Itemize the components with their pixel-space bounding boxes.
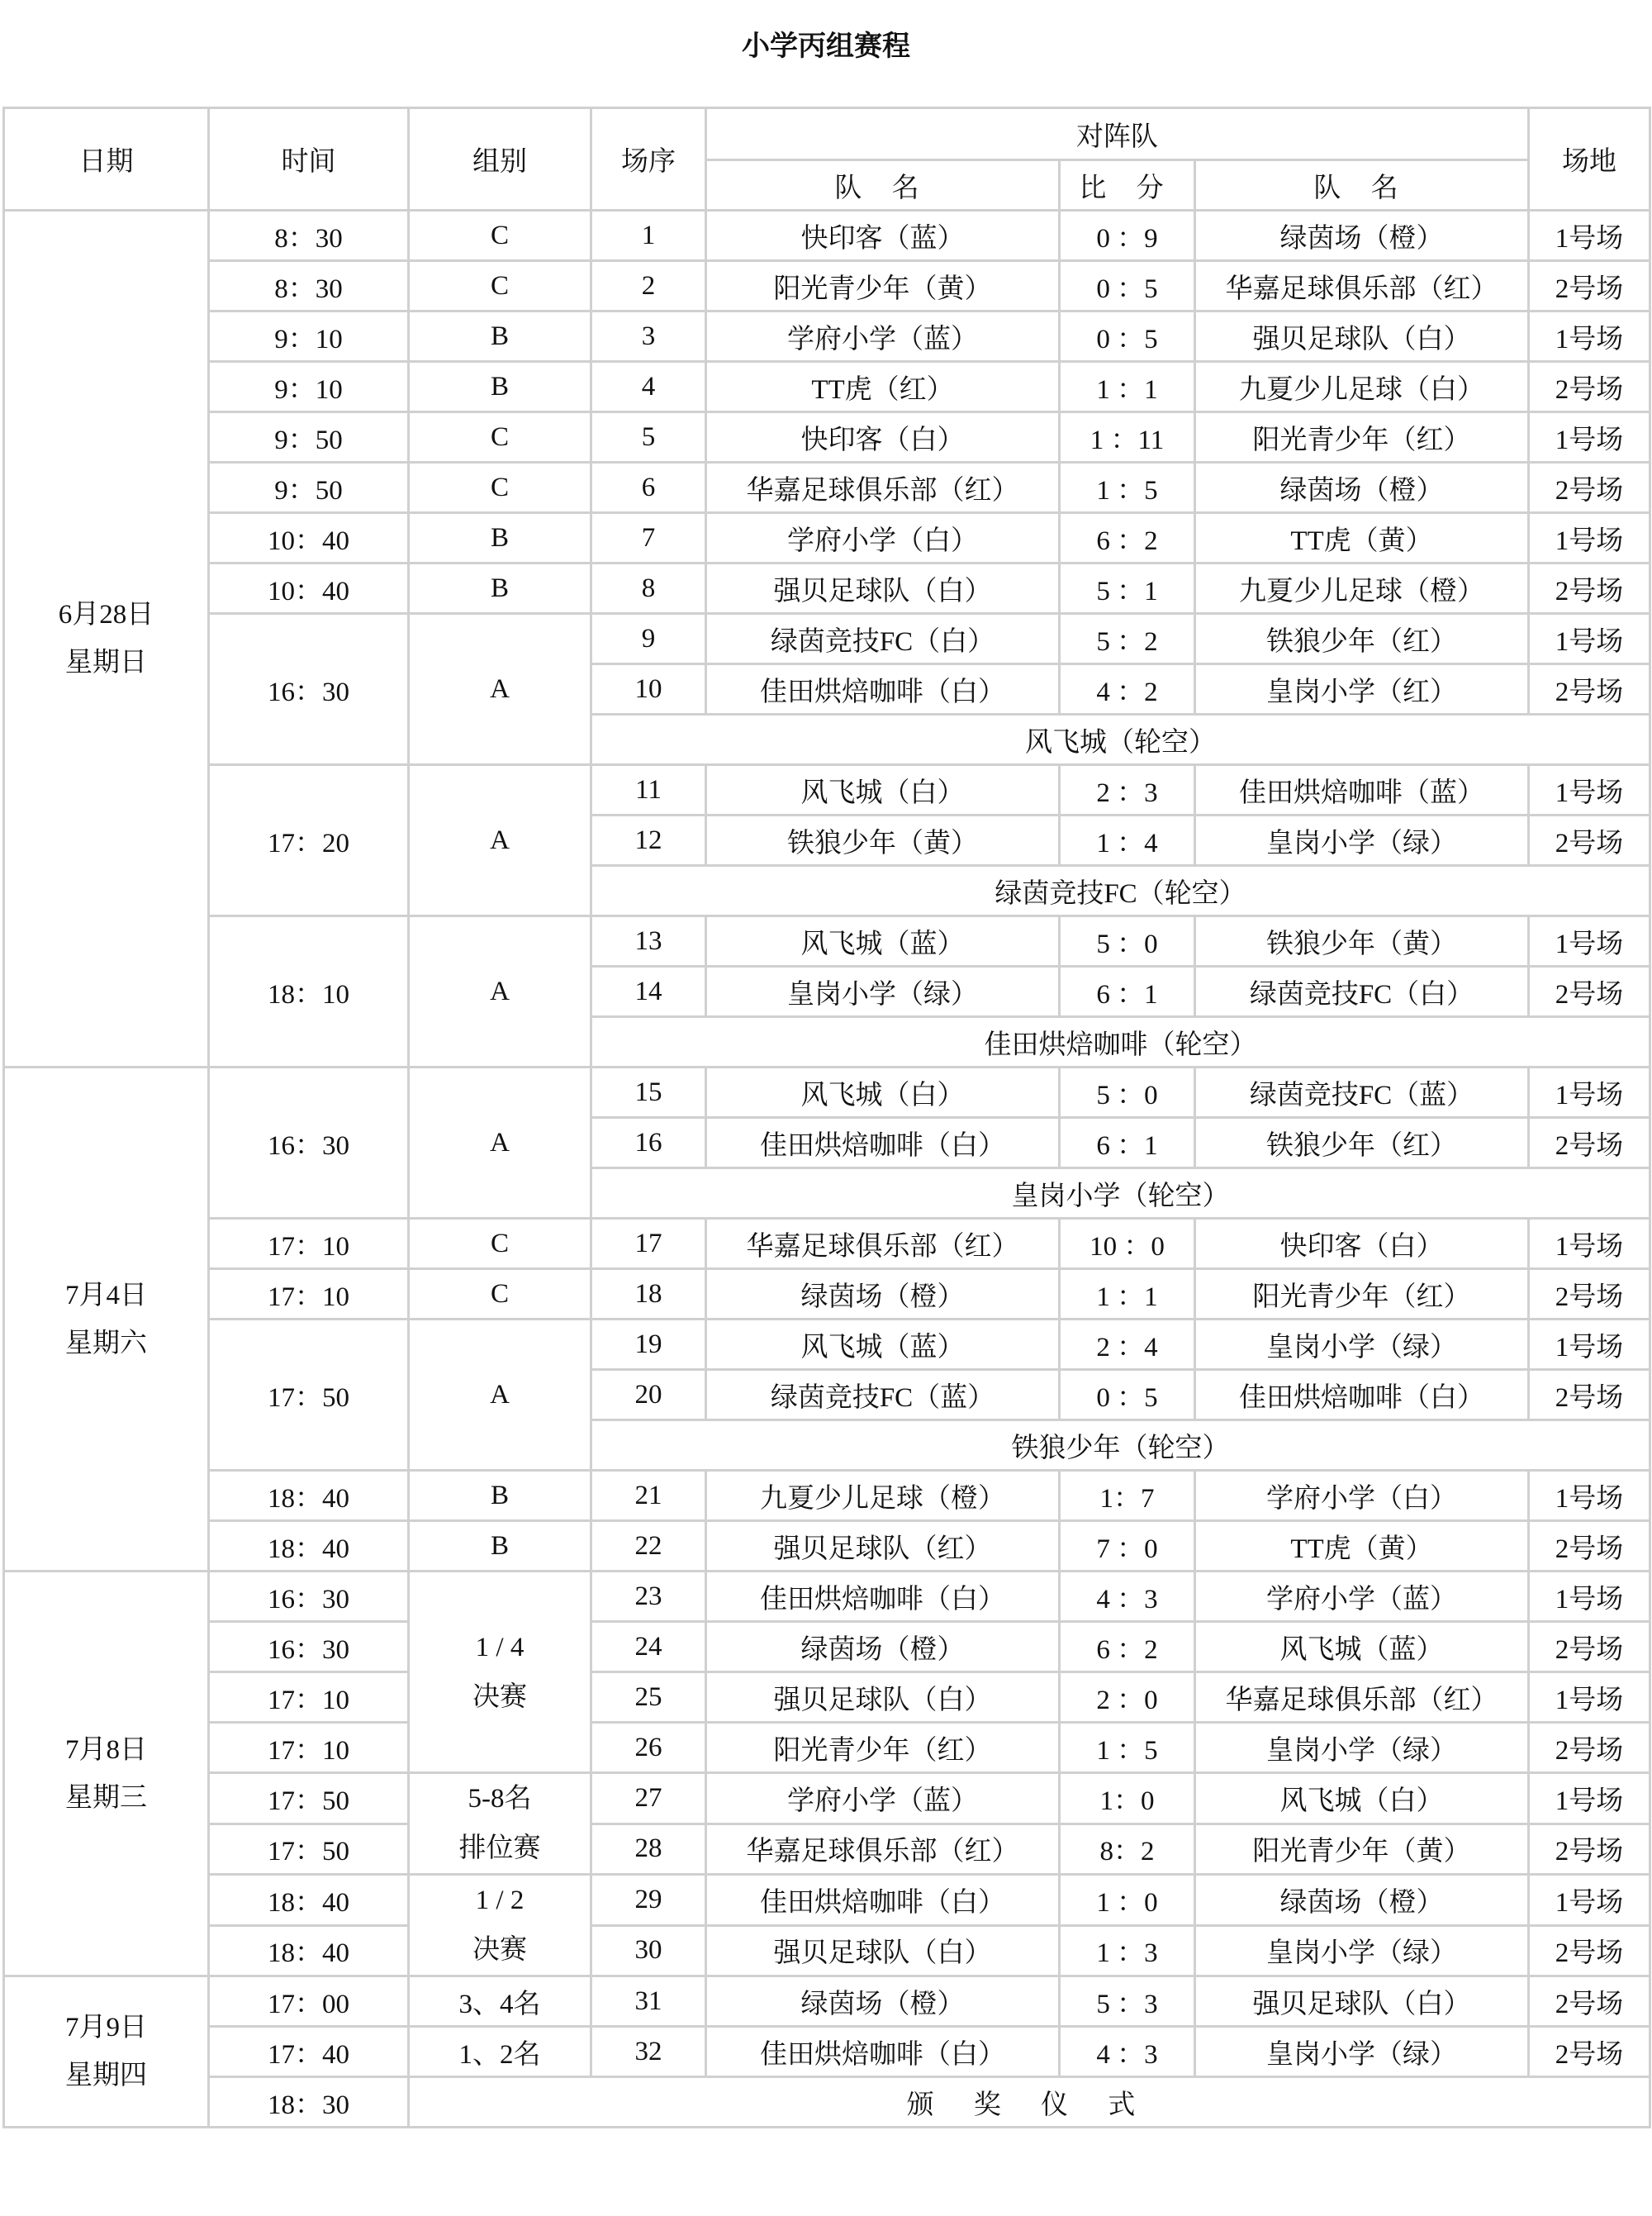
away-team: 铁狼少年（红） bbox=[1195, 1118, 1529, 1168]
match-number: 12 bbox=[591, 816, 706, 866]
home-team: 绿茵场（橙） bbox=[706, 1976, 1060, 2027]
match-number: 18 bbox=[591, 1269, 706, 1320]
match-score: 6 ：2 bbox=[1060, 513, 1195, 564]
away-team: 九夏少儿足球（白） bbox=[1195, 362, 1529, 412]
home-team: 佳田烘焙咖啡（白） bbox=[706, 2027, 1060, 2077]
away-team: 九夏少儿足球（橙） bbox=[1195, 564, 1529, 614]
date-cell bbox=[4, 1572, 209, 1976]
match-row bbox=[4, 1521, 1650, 1572]
match-group: B bbox=[409, 1471, 591, 1521]
match-field: 2号场 bbox=[1529, 1521, 1650, 1572]
header-group: 组别 bbox=[409, 108, 591, 211]
header-row bbox=[4, 108, 1650, 160]
match-number: 20 bbox=[591, 1370, 706, 1420]
match-number: 4 bbox=[591, 362, 706, 412]
match-row bbox=[4, 311, 1650, 362]
match-number: 9 bbox=[591, 614, 706, 664]
header-matchup: 对阵队 bbox=[706, 108, 1529, 160]
match-time: 9：50 bbox=[209, 412, 409, 463]
match-group: C bbox=[409, 261, 591, 311]
match-number: 11 bbox=[591, 765, 706, 816]
home-team: 快印客（白） bbox=[706, 412, 1060, 463]
page-title: 小学丙组赛程 bbox=[742, 30, 910, 63]
match-group: 3、4名 bbox=[409, 1976, 591, 2027]
match-score: 5 ：1 bbox=[1060, 564, 1195, 614]
home-team: 阳光青少年（黄） bbox=[706, 261, 1060, 311]
match-time: 16：30 bbox=[209, 614, 409, 765]
schedule-table bbox=[2, 107, 1651, 2128]
match-row bbox=[4, 564, 1650, 614]
header-field: 场地 bbox=[1529, 108, 1650, 211]
home-team: 风飞城（蓝） bbox=[706, 916, 1060, 967]
match-time: 17：10 bbox=[209, 1269, 409, 1320]
match-field: 2号场 bbox=[1529, 967, 1650, 1017]
match-score: 5 ：3 bbox=[1060, 1976, 1195, 2027]
home-team: 快印客（蓝） bbox=[706, 211, 1060, 261]
match-row bbox=[4, 1219, 1650, 1269]
match-field: 2号场 bbox=[1529, 362, 1650, 412]
match-time: 9：50 bbox=[209, 463, 409, 513]
match-row bbox=[4, 1572, 1650, 1622]
home-team: 绿茵竞技FC（蓝） bbox=[706, 1370, 1060, 1420]
match-score: 1 ：1 bbox=[1060, 1269, 1195, 1320]
match-number: 27 bbox=[591, 1773, 706, 1824]
match-field: 1号场 bbox=[1529, 1773, 1650, 1824]
match-time: 18：10 bbox=[209, 916, 409, 1068]
match-row bbox=[4, 1320, 1650, 1370]
match-group: C bbox=[409, 1269, 591, 1320]
away-team: 铁狼少年（红） bbox=[1195, 614, 1529, 664]
match-group: B bbox=[409, 1521, 591, 1572]
bye-team: 铁狼少年（轮空） bbox=[591, 1420, 1650, 1471]
match-field: 1号场 bbox=[1529, 1219, 1650, 1269]
match-score: 0 ：5 bbox=[1060, 1370, 1195, 1420]
match-row bbox=[4, 1824, 1650, 1875]
match-time: 17：00 bbox=[209, 1976, 409, 2027]
match-field: 2号场 bbox=[1529, 261, 1650, 311]
match-score: 1：0 bbox=[1060, 1773, 1195, 1824]
away-team: 学府小学（白） bbox=[1195, 1471, 1529, 1521]
match-time: 18：40 bbox=[209, 1875, 409, 1926]
home-team: 强贝足球队（红） bbox=[706, 1521, 1060, 1572]
match-group: A bbox=[409, 1320, 591, 1471]
match-group: C bbox=[409, 412, 591, 463]
match-field: 2号场 bbox=[1529, 1976, 1650, 2027]
date-cell bbox=[4, 1068, 209, 1572]
match-row bbox=[4, 916, 1650, 967]
away-team: TT虎（黄） bbox=[1195, 513, 1529, 564]
match-row bbox=[4, 513, 1650, 564]
match-field: 1号场 bbox=[1529, 412, 1650, 463]
match-number: 5 bbox=[591, 412, 706, 463]
match-score: 2 ：3 bbox=[1060, 765, 1195, 816]
away-team: 风飞城（白） bbox=[1195, 1773, 1529, 1824]
match-score: 4 ：3 bbox=[1060, 2027, 1195, 2077]
match-row bbox=[4, 1622, 1650, 1672]
match-score: 1 ：5 bbox=[1060, 1723, 1195, 1773]
away-team: 绿茵场（橙） bbox=[1195, 463, 1529, 513]
match-number: 3 bbox=[591, 311, 706, 362]
away-team: 强贝足球队（白） bbox=[1195, 1976, 1529, 2027]
match-group: B bbox=[409, 564, 591, 614]
match-number: 25 bbox=[591, 1672, 706, 1723]
home-team: 绿茵场（橙） bbox=[706, 1622, 1060, 1672]
stage-line: 决赛 bbox=[472, 1681, 527, 1712]
match-score: 1 ：4 bbox=[1060, 816, 1195, 866]
match-row bbox=[4, 765, 1650, 816]
match-row bbox=[4, 614, 1650, 664]
match-field: 2号场 bbox=[1529, 1118, 1650, 1168]
match-group: C bbox=[409, 211, 591, 261]
match-row bbox=[4, 1068, 1650, 1118]
match-score: 6 ：2 bbox=[1060, 1622, 1195, 1672]
match-field: 1号场 bbox=[1529, 1320, 1650, 1370]
away-team: 阳光青少年（红） bbox=[1195, 412, 1529, 463]
match-field: 1号场 bbox=[1529, 1572, 1650, 1622]
match-number: 21 bbox=[591, 1471, 706, 1521]
match-score: 1 ：3 bbox=[1060, 1925, 1195, 1976]
away-team: 阳光青少年（黄） bbox=[1195, 1824, 1529, 1875]
match-time: 9：10 bbox=[209, 362, 409, 412]
stage-line: 决赛 bbox=[472, 1935, 527, 1965]
match-field: 2号场 bbox=[1529, 664, 1650, 715]
home-team: 佳田烘焙咖啡（白） bbox=[706, 1875, 1060, 1926]
match-time: 9：10 bbox=[209, 311, 409, 362]
stage-line: 5-8名 bbox=[468, 1784, 532, 1814]
match-number: 13 bbox=[591, 916, 706, 967]
match-score: 7 ：0 bbox=[1060, 1521, 1195, 1572]
away-team: 风飞城（蓝） bbox=[1195, 1622, 1529, 1672]
away-team: 佳田烘焙咖啡（白） bbox=[1195, 1370, 1529, 1420]
match-field: 1号场 bbox=[1529, 765, 1650, 816]
away-team: 学府小学（蓝） bbox=[1195, 1572, 1529, 1622]
home-team: 强贝足球队（白） bbox=[706, 1925, 1060, 1976]
away-team: 皇岗小学（绿） bbox=[1195, 1320, 1529, 1370]
weekday-label: 星期日 bbox=[65, 648, 147, 678]
stage-cell bbox=[409, 1572, 591, 1773]
match-number: 19 bbox=[591, 1320, 706, 1370]
date-label: 7月4日 bbox=[65, 1280, 147, 1310]
match-field: 1号场 bbox=[1529, 1672, 1650, 1723]
stage-cell bbox=[409, 1875, 591, 1976]
match-time: 17：50 bbox=[209, 1320, 409, 1471]
match-row bbox=[4, 362, 1650, 412]
away-team: 快印客（白） bbox=[1195, 1219, 1529, 1269]
home-team: 阳光青少年（红） bbox=[706, 1723, 1060, 1773]
match-time: 8：30 bbox=[209, 211, 409, 261]
bye-team: 绿茵竞技FC（轮空） bbox=[591, 866, 1650, 916]
bye-team: 佳田烘焙咖啡（轮空） bbox=[591, 1017, 1650, 1068]
match-number: 16 bbox=[591, 1118, 706, 1168]
away-team: 绿茵竞技FC（白） bbox=[1195, 967, 1529, 1017]
match-field: 1号场 bbox=[1529, 211, 1650, 261]
match-field: 2号场 bbox=[1529, 1925, 1650, 1976]
stage-line: 1 / 4 bbox=[475, 1632, 525, 1662]
header-home-team: 队 名 bbox=[706, 160, 1060, 211]
match-row bbox=[4, 1269, 1650, 1320]
home-team: 皇岗小学（绿） bbox=[706, 967, 1060, 1017]
match-field: 2号场 bbox=[1529, 1370, 1650, 1420]
home-team: 学府小学（蓝） bbox=[706, 1773, 1060, 1824]
match-field: 2号场 bbox=[1529, 816, 1650, 866]
header-away-team: 队 名 bbox=[1195, 160, 1529, 211]
match-time: 17：10 bbox=[209, 1723, 409, 1773]
away-team: 皇岗小学（绿） bbox=[1195, 2027, 1529, 2077]
home-team: 佳田烘焙咖啡（白） bbox=[706, 664, 1060, 715]
match-row bbox=[4, 1672, 1650, 1723]
date-cell bbox=[4, 1976, 209, 2128]
match-number: 31 bbox=[591, 1976, 706, 2027]
match-number: 23 bbox=[591, 1572, 706, 1622]
match-time: 16：30 bbox=[209, 1572, 409, 1622]
match-number: 10 bbox=[591, 664, 706, 715]
match-number: 6 bbox=[591, 463, 706, 513]
match-number: 2 bbox=[591, 261, 706, 311]
match-group: A bbox=[409, 614, 591, 765]
away-team: 绿茵竞技FC（蓝） bbox=[1195, 1068, 1529, 1118]
home-team: TT虎（红） bbox=[706, 362, 1060, 412]
match-field: 1号场 bbox=[1529, 513, 1650, 564]
home-team: 学府小学（蓝） bbox=[706, 311, 1060, 362]
match-score: 6 ：1 bbox=[1060, 967, 1195, 1017]
match-time: 10：40 bbox=[209, 513, 409, 564]
match-field: 1号场 bbox=[1529, 1471, 1650, 1521]
home-team: 九夏少儿足球（橙） bbox=[706, 1471, 1060, 1521]
match-row bbox=[4, 2027, 1650, 2077]
match-score: 10 ：0 bbox=[1060, 1219, 1195, 1269]
match-field: 2号场 bbox=[1529, 2027, 1650, 2077]
match-row bbox=[4, 1723, 1650, 1773]
away-team: 皇岗小学（绿） bbox=[1195, 1723, 1529, 1773]
match-group: A bbox=[409, 765, 591, 916]
match-group: A bbox=[409, 916, 591, 1068]
match-number: 17 bbox=[591, 1219, 706, 1269]
home-team: 铁狼少年（黄） bbox=[706, 816, 1060, 866]
match-score: 0 ：9 bbox=[1060, 211, 1195, 261]
match-number: 8 bbox=[591, 564, 706, 614]
match-time: 17：10 bbox=[209, 1672, 409, 1723]
match-time: 10：40 bbox=[209, 564, 409, 614]
away-team: 皇岗小学（绿） bbox=[1195, 1925, 1529, 1976]
match-row bbox=[4, 1773, 1650, 1824]
match-score: 0 ：5 bbox=[1060, 311, 1195, 362]
match-number: 28 bbox=[591, 1824, 706, 1875]
bye-team: 皇岗小学（轮空） bbox=[591, 1168, 1650, 1219]
match-score: 1：7 bbox=[1060, 1471, 1195, 1521]
match-time: 18：40 bbox=[209, 1925, 409, 1976]
match-score: 1 ：11 bbox=[1060, 412, 1195, 463]
away-team: 皇岗小学（绿） bbox=[1195, 816, 1529, 866]
match-number: 1 bbox=[591, 211, 706, 261]
home-team: 绿茵竞技FC（白） bbox=[706, 614, 1060, 664]
match-score: 1 ：5 bbox=[1060, 463, 1195, 513]
match-field: 2号场 bbox=[1529, 1824, 1650, 1875]
match-time: 16：30 bbox=[209, 1068, 409, 1219]
match-time: 17：40 bbox=[209, 2027, 409, 2077]
header-score: 比 分 bbox=[1060, 160, 1195, 211]
match-field: 1号场 bbox=[1529, 916, 1650, 967]
date-label: 6月28日 bbox=[58, 600, 154, 630]
match-score: 5 ：0 bbox=[1060, 916, 1195, 967]
match-row bbox=[4, 1925, 1650, 1976]
match-score: 4 ：2 bbox=[1060, 664, 1195, 715]
ceremony-time: 18：30 bbox=[209, 2077, 409, 2128]
home-team: 强贝足球队（白） bbox=[706, 564, 1060, 614]
match-group: C bbox=[409, 1219, 591, 1269]
match-score: 6 ：1 bbox=[1060, 1118, 1195, 1168]
match-field: 1号场 bbox=[1529, 311, 1650, 362]
header-date: 日期 bbox=[4, 108, 209, 211]
away-team: 铁狼少年（黄） bbox=[1195, 916, 1529, 967]
stage-cell bbox=[409, 1773, 591, 1875]
away-team: 佳田烘焙咖啡（蓝） bbox=[1195, 765, 1529, 816]
ceremony-label: 颁 奖 仪 式 bbox=[409, 2077, 1650, 2128]
match-row bbox=[4, 211, 1650, 261]
date-label: 7月8日 bbox=[65, 1734, 147, 1765]
match-field: 2号场 bbox=[1529, 1269, 1650, 1320]
match-number: 7 bbox=[591, 513, 706, 564]
match-score: 1 ：0 bbox=[1060, 1875, 1195, 1926]
header-time: 时间 bbox=[209, 108, 409, 211]
match-time: 17：50 bbox=[209, 1773, 409, 1824]
match-field: 1号场 bbox=[1529, 1068, 1650, 1118]
home-team: 绿茵场（橙） bbox=[706, 1269, 1060, 1320]
match-time: 17：50 bbox=[209, 1824, 409, 1875]
stage-line: 排位赛 bbox=[458, 1833, 541, 1863]
match-time: 16：30 bbox=[209, 1622, 409, 1672]
match-group: B bbox=[409, 311, 591, 362]
match-number: 14 bbox=[591, 967, 706, 1017]
match-time: 17：10 bbox=[209, 1219, 409, 1269]
match-score: 0 ：5 bbox=[1060, 261, 1195, 311]
away-team: 绿茵场（橙） bbox=[1195, 211, 1529, 261]
match-number: 24 bbox=[591, 1622, 706, 1672]
date-label: 7月9日 bbox=[65, 2013, 147, 2042]
match-number: 15 bbox=[591, 1068, 706, 1118]
match-field: 1号场 bbox=[1529, 1875, 1650, 1926]
away-team: 皇岗小学（红） bbox=[1195, 664, 1529, 715]
match-number: 22 bbox=[591, 1521, 706, 1572]
match-number: 29 bbox=[591, 1875, 706, 1926]
stage-line: 1 / 2 bbox=[475, 1886, 525, 1915]
home-team: 华嘉足球俱乐部（红） bbox=[706, 1824, 1060, 1875]
match-score: 2 ：0 bbox=[1060, 1672, 1195, 1723]
weekday-label: 星期六 bbox=[65, 1328, 147, 1358]
date-cell bbox=[4, 211, 209, 1068]
match-score: 1 ：1 bbox=[1060, 362, 1195, 412]
match-group: 1、2名 bbox=[409, 2027, 591, 2077]
home-team: 风飞城（蓝） bbox=[706, 1320, 1060, 1370]
match-row bbox=[4, 1875, 1650, 1926]
match-group: B bbox=[409, 362, 591, 412]
match-time: 8：30 bbox=[209, 261, 409, 311]
match-time: 18：40 bbox=[209, 1471, 409, 1521]
home-team: 佳田烘焙咖啡（白） bbox=[706, 1118, 1060, 1168]
match-field: 2号场 bbox=[1529, 1723, 1650, 1773]
match-group: A bbox=[409, 1068, 591, 1219]
home-team: 学府小学（白） bbox=[706, 513, 1060, 564]
match-group: C bbox=[409, 463, 591, 513]
match-row bbox=[4, 261, 1650, 311]
away-team: 阳光青少年（红） bbox=[1195, 1269, 1529, 1320]
home-team: 强贝足球队（白） bbox=[706, 1672, 1060, 1723]
match-field: 2号场 bbox=[1529, 564, 1650, 614]
weekday-label: 星期三 bbox=[65, 1782, 147, 1813]
match-row bbox=[4, 1976, 1650, 2027]
header-order: 场序 bbox=[591, 108, 706, 211]
match-score: 4 ：3 bbox=[1060, 1572, 1195, 1622]
away-team: 华嘉足球俱乐部（红） bbox=[1195, 261, 1529, 311]
home-team: 佳田烘焙咖啡（白） bbox=[706, 1572, 1060, 1622]
match-group: B bbox=[409, 513, 591, 564]
match-number: 32 bbox=[591, 2027, 706, 2077]
ceremony-row bbox=[4, 2077, 1650, 2128]
home-team: 华嘉足球俱乐部（红） bbox=[706, 1219, 1060, 1269]
bye-team: 风飞城（轮空） bbox=[591, 715, 1650, 765]
match-row bbox=[4, 463, 1650, 513]
away-team: 绿茵场（橙） bbox=[1195, 1875, 1529, 1926]
away-team: TT虎（黄） bbox=[1195, 1521, 1529, 1572]
match-row bbox=[4, 1471, 1650, 1521]
match-score: 8：2 bbox=[1060, 1824, 1195, 1875]
match-field: 2号场 bbox=[1529, 1622, 1650, 1672]
match-field: 1号场 bbox=[1529, 614, 1650, 664]
match-time: 18：40 bbox=[209, 1521, 409, 1572]
match-score: 5 ：0 bbox=[1060, 1068, 1195, 1118]
away-team: 强贝足球队（白） bbox=[1195, 311, 1529, 362]
weekday-label: 星期四 bbox=[65, 2061, 147, 2090]
match-row bbox=[4, 412, 1650, 463]
match-field: 2号场 bbox=[1529, 463, 1650, 513]
home-team: 华嘉足球俱乐部（红） bbox=[706, 463, 1060, 513]
match-number: 30 bbox=[591, 1925, 706, 1976]
match-number: 26 bbox=[591, 1723, 706, 1773]
match-score: 5 ：2 bbox=[1060, 614, 1195, 664]
match-score: 2 ：4 bbox=[1060, 1320, 1195, 1370]
match-time: 17：20 bbox=[209, 765, 409, 916]
home-team: 风飞城（白） bbox=[706, 765, 1060, 816]
home-team: 风飞城（白） bbox=[706, 1068, 1060, 1118]
away-team: 华嘉足球俱乐部（红） bbox=[1195, 1672, 1529, 1723]
